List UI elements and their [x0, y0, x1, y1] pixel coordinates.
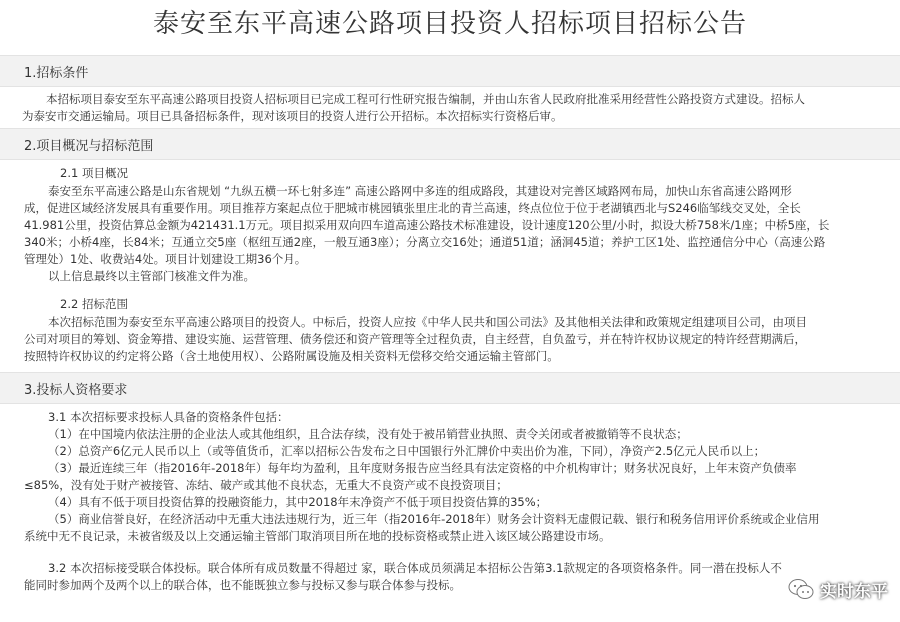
text-line: 41.981公里，投资估算总金额为421431.1万元。项目拟采用双向四车道高速公路技术标准建设，设计速度120公里/小时，拟设大桥758米/1座；中桥5座，长: [24, 218, 830, 232]
section-header-3: [0, 372, 900, 404]
watermark: [788, 574, 888, 604]
paragraph-consortium: [24, 560, 876, 594]
text-line: 按照特许权协议的约定将公路（含土地使用权）、公路附属设施及相关资料无偿移交给交通运输主管部门。: [24, 349, 559, 363]
text-line: 管理处）1处、收费站4处。项目计划建设工期36个月。: [24, 252, 307, 266]
paragraph-project-overview: [24, 183, 876, 285]
subsection-title: 2.2 招标范围: [60, 297, 128, 311]
text-line: 以上信息最终以主管部门核准文件为准。: [48, 269, 255, 283]
watermark-text: 实时东平: [820, 581, 888, 602]
section-title: 1.招标条件: [24, 66, 89, 81]
text-line: 为泰安市交通运输局。项目已具备招标条件，现对该项目的投资人进行公开招标。本次招标实行资格后审。: [22, 109, 563, 123]
wechat-icon: [788, 578, 814, 600]
text-line: 能同时参加两个及两个以上的联合体，也不能既独立参与投标又参与联合体参与投标。: [24, 578, 461, 592]
text-line: （4）具有不低于项目投资估算的投融资能力，其中2018年末净资产不低于项目投资估算的35%；: [48, 495, 548, 509]
paragraph-bidding-conditions: [22, 91, 892, 125]
text-line: 公司对项目的筹划、资金筹措、建设实施、运营管理、债务偿还和资产管理等全过程负责，自主经营，自负盈亏，并在特许权协议规定的特许经营期满后，: [24, 332, 806, 346]
text-line: （5）商业信誉良好，在经济活动中无重大违法违规行为，近三年（指2016年-2018年）财务会计资料无虚假记载、银行和税务信用评价系统或企业信用: [48, 512, 820, 526]
paragraph-bidding-scope: [24, 314, 876, 365]
text-line: 3.1 本次招标要求投标人具备的资格条件包括：: [48, 410, 289, 424]
section-title: 2.项目概况与招标范围: [24, 139, 154, 154]
text-line: 泰安至东平高速公路是山东省规划 “九纵五横一环七射多连” 高速公路网中多连的组成路段，其建设对完善区域路网布局，加快山东省高速公路网形: [48, 184, 792, 198]
text-line: 本招标项目泰安至东平高速公路项目投资人招标项目已完成工程可行性研究报告编制，并由山东省人民政府批准采用经营性公路投资方式建设。招标人: [46, 92, 805, 106]
text-line: （2）总资产6亿元人民币以上（或等值货币，汇率以招标公告发布之日中国银行外汇牌价中卖出价为准，下同），净资产2.5亿元人民币以上；: [48, 444, 766, 458]
text-line: ≤85%，没有处于财产被接管、冻结、破产或其他不良状态，无重大不良资产或不良投资项目；: [24, 478, 508, 492]
text-line: 本次招标范围为泰安至东平高速公路项目的投资人。中标后，投资人应按《中华人民共和国公司法》及其他相关法律和政策规定组建项目公司，由项目: [48, 315, 807, 329]
subsection-title: 2.1 项目概况: [60, 166, 128, 180]
section-header-1: [0, 55, 900, 87]
section-title: 3.投标人资格要求: [24, 383, 128, 398]
text-line: （3）最近连续三年（指2016年-2018年）每年均为盈利，且年度财务报告应当经具有法定资格的中介机构审计；财务状况良好，上年末资产负债率: [48, 461, 797, 475]
paragraph-qualification-requirements: [24, 409, 876, 545]
text-line: 成，促进区域经济发展具有重要作用。项目推荐方案起点位于肥城市桃园镇张里庄北的青兰高速，终点位位于位于老湖镇西北与S246临邹线交叉处，全长: [24, 201, 801, 215]
text-line: （1）在中国境内依法注册的企业法人或其他组织，且合法存续，没有处于被吊销营业执照、责令关闭或者被撤销等不良状态；: [48, 427, 688, 441]
text-line: 3.2 本次招标接受联合体投标。联合体所有成员数量不得超过 家，联合体成员须满足本招标公告第3.1款规定的各项资格条件。同一潜在投标人不: [48, 561, 782, 575]
section-header-2: [0, 128, 900, 160]
page-title: 泰安至东平高速公路项目投资人招标项目招标公告: [152, 9, 747, 39]
text-line: 340米；小桥4座，长84米；互通立交5座（枢纽互通2座，一般互通3座）；分离立交16处；通道51道；涵洞45道；养护工区1处、监控通信分中心（高速公路: [24, 235, 826, 249]
text-line: 系统中无不良记录，未被省级及以上交通运输主管部门取消项目所在地的投标资格或禁止进入该区域公路建设市场。: [24, 529, 611, 543]
